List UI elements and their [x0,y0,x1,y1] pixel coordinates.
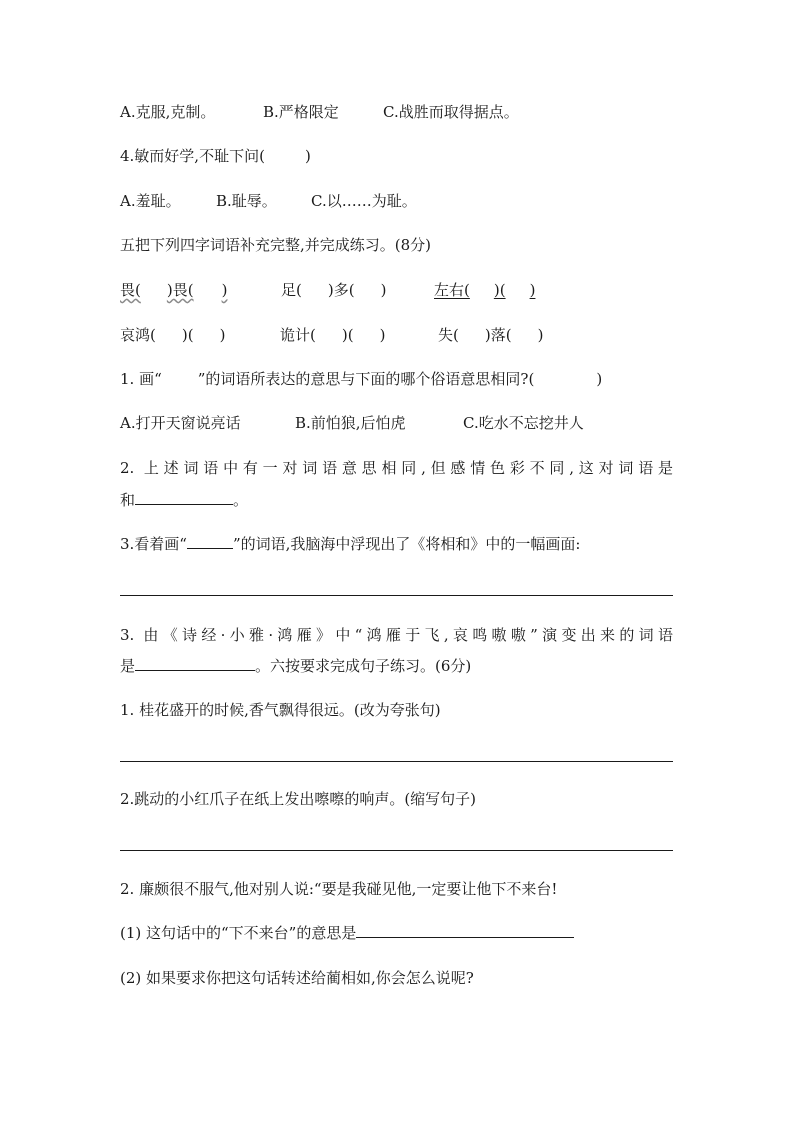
answer-blank[interactable] [135,490,233,505]
option-a: A.打开天窗说亮话 [120,414,241,432]
sentence-2: 2.跳动的小红爪子在纸上发出嚓嚓的响声。(缩写句子) [120,790,477,808]
practice-2-line-2: 和 。 [120,491,249,509]
option-c: C.吃水不忘挖井人 [463,414,584,432]
idiom-6: 失( )落( ) [438,326,544,344]
option-b: B.前怕狼,后怕虎 [295,414,406,432]
answer-blank[interactable] [135,656,255,671]
sentence-3: 2. 廉颇很不服气,他对别人说:“要是我碰见他,一定要让他下不来台! [120,880,558,898]
section-title: 五把下列四字词语补充完整,并完成练习。(8分) [120,236,432,254]
answer-line[interactable] [120,761,673,762]
sentence-3-part-1: (1) 这句话中的“下不来台”的意思是 [120,923,574,943]
practice-2-line-1: 2. 上述词语中有一对词语意思相同,但感情色彩不同,这对词语是 [120,459,673,477]
sentence-3-part-2: (2) 如果要求你把这句话转述给蔺相如,你会怎么说呢? [120,969,474,987]
option-c: C.战胜而取得据点。 [383,103,519,121]
sentence-1: 1. 桂花盛开的时候,香气飘得很远。(改为夸张句) [120,701,441,719]
answer-line[interactable] [120,595,673,596]
option-b: B.严格限定 [263,103,339,121]
idiom-3 [434,280,535,300]
question-4 [120,146,311,166]
idiom-4: 哀鸿( )( ) [120,326,226,344]
option-b: B.耻辱。 [216,192,277,210]
practice-3: 3.看着画“ ”的词语,我脑海中浮现出了《将相和》中的一幅画面: [120,535,581,553]
idiom-text: 畏( )畏( ) [120,281,228,299]
idiom-2: 足( )多( ) [281,281,387,299]
wavy-mark [162,369,198,389]
underline-mark [187,534,233,549]
idiom-text: 左右( )( ) [434,281,536,299]
answer-blank[interactable] [356,923,574,938]
question-4-stem: 4.敏而好学,不耻下问( [120,147,265,165]
answer-line[interactable] [120,850,673,851]
option-a: A.克服,克制。 [120,103,216,121]
question-4-close: ) [304,147,311,165]
idiom-5: 诡计( )( ) [280,326,386,344]
option-a: A.羞耻。 [120,192,181,210]
practice-4-line-1: 3. 由《诗经·小雅·鸿雁》中“鸿雁于飞,哀鸣嗷嗷”演变出来的词语 [120,626,673,644]
practice-4-line-2: 是 。六按要求完成句子练习。(6分) [120,657,472,675]
idiom-1 [120,280,227,300]
option-c: C.以……为耻。 [311,192,417,210]
practice-1: 1. 画“ ”的词语所表达的意思与下面的哪个俗语意思相同?( ) [120,370,603,388]
